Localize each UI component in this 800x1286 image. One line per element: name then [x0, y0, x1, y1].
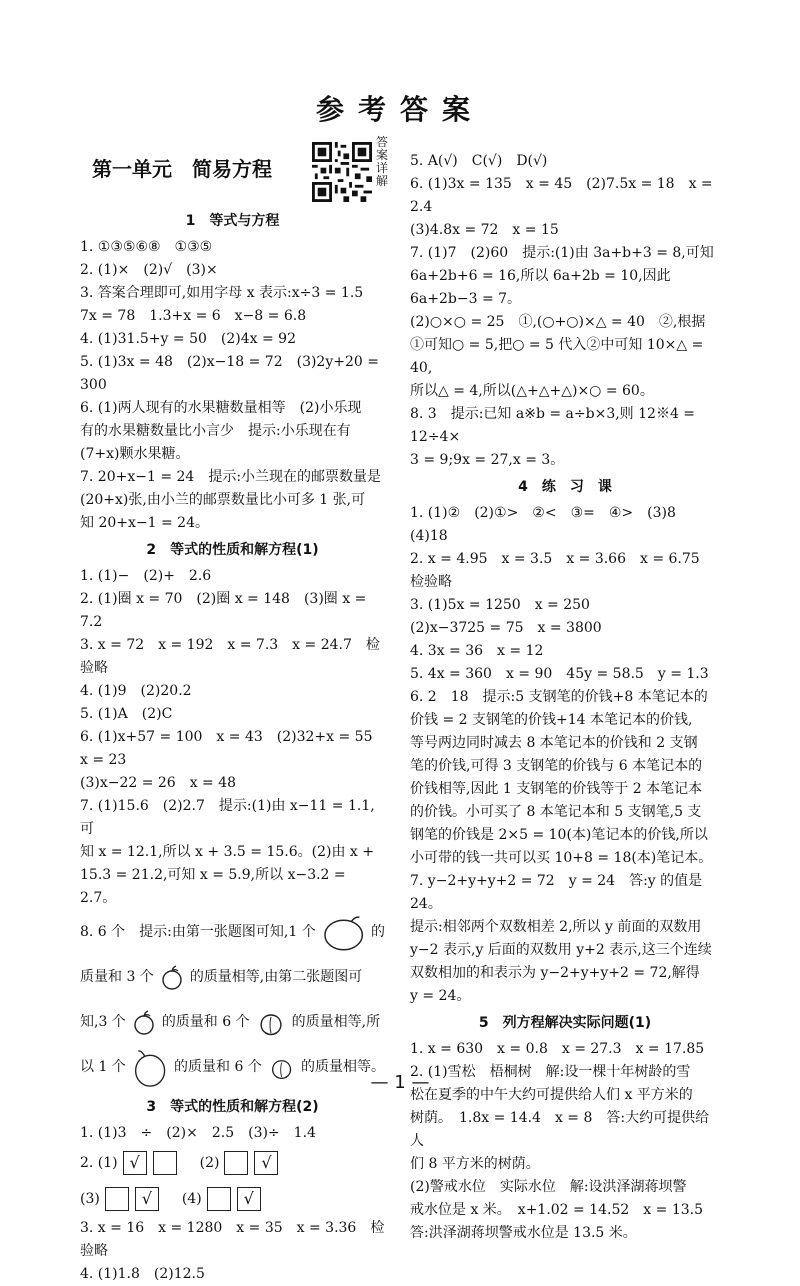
box-label: 2. (1) [80, 1154, 118, 1171]
answer-line: 答:洪泽湖蒋坝警戒水位是 13.5 米。 [410, 1225, 637, 1241]
qr-label: 答案详解 [376, 135, 389, 188]
answer-line: 7. (1)15.6 (2)2.7 提示:(1)由 x−11 = 1.1,可 [80, 798, 375, 837]
answer-line: 6. 2 18 提示:5 支钢笔的价钱+8 本笔记本的 [410, 689, 708, 705]
answer-line: y = 24。 [410, 988, 471, 1004]
answer-line: 1. (1)3 ÷ (2)× 2.5 (3)÷ 1.4 [80, 1125, 316, 1141]
answer-line: 1. ①③⑤⑥⑧ ①③⑤ [80, 239, 213, 255]
answer-line: 5. A(√) C(√) D(√) [410, 153, 548, 169]
answer-line: 1. (1)② (2)①> ②< ③= ④> (3)8 [410, 505, 676, 521]
q8-line-3 [80, 1000, 385, 1045]
answer-line: (3)x−22 = 26 x = 48 [80, 775, 237, 791]
q8-line-1 [80, 910, 385, 955]
peach-icon [256, 1009, 286, 1037]
answer-line: 双数相加的和表示为 y−2+y+y+2 = 72,解得 [410, 965, 700, 981]
section-title-4: 4 练 习 课 [518, 479, 612, 495]
checkbox-answer-row [80, 1145, 385, 1181]
answer-line: 笔的价钱,可得 3 支钢笔的价钱与 6 本笔记本的 [410, 758, 703, 774]
answer-line: 7. (1)7 (2)60 提示:(1)由 3a+b+3 = 8,可知 [410, 245, 714, 261]
answer-line: 2. (1)圈 x = 70 (2)圈 x = 148 (3)圈 x = 7.2 [80, 591, 371, 630]
answer-box: √ [254, 1151, 278, 1175]
answer-line: 2. x = 4.95 x = 3.5 x = 3.66 x = 6.75 检验略 [410, 551, 714, 590]
q8-text: 8. 6 个 提示:由第一张题图可知,1 个 [80, 924, 316, 940]
checkbox-answer-row [80, 1181, 385, 1217]
section-title-2: 2 等式的性质和解方程(1) [146, 542, 319, 558]
answer-line: 4. (1)1.8 (2)12.5 [80, 1266, 205, 1282]
answer-line: 的价钱。小可买了 8 本笔记本和 5 支钢笔,5 支 [410, 804, 702, 820]
answer-line: 价钱 = 2 支钢笔的价钱+14 本笔记本的价钱, [410, 712, 693, 728]
box-label: (2) [199, 1154, 220, 1171]
answer-line: 4. (1)9 (2)20.2 [80, 683, 192, 699]
answer-line: (2)x−3725 = 75 x = 3800 [410, 620, 602, 636]
box-label: (3) [80, 1190, 100, 1207]
answer-line: 7. y−2+y+y+2 = 72 y = 24 答:y 的值是 24。 [410, 873, 707, 912]
section-title-1: 1 等式与方程 [185, 213, 280, 229]
answer-line: 3. x = 16 x = 1280 x = 35 x = 3.36 检验略 [80, 1220, 385, 1259]
apple-icon [160, 965, 184, 991]
answer-line: (7+x)颗水果糖。 [80, 446, 190, 462]
answer-line: 4. (1)31.5+y = 50 (2)4x = 92 [80, 331, 296, 347]
answer-line: 4. 3x = 36 x = 12 [410, 643, 544, 659]
melon-icon [322, 913, 365, 953]
answer-line: 知 20+x−1 = 24。 [80, 515, 209, 531]
answer-line: (2)警戒水位 实际水位 解:设洪泽湖蒋坝警 [410, 1179, 687, 1195]
answer-line: 所以△ = 4,所以(△+△+△)×○ = 60。 [410, 383, 654, 399]
answer-line: (20+x)张,由小兰的邮票数量比小可多 1 张,可 [80, 492, 366, 508]
unit-title: 第一单元 简易方程 [92, 157, 272, 181]
answer-line: 3 = 9;9x = 27,x = 3。 [410, 452, 565, 468]
answer-line: (4)18 [410, 528, 448, 544]
answer-box [105, 1187, 129, 1211]
answer-line: 6a+2b+6 = 16,所以 6a+2b = 10,因此 6a+2b−3 = 7。 [410, 268, 676, 307]
q8-text: 知,3 个 [80, 1014, 126, 1030]
answer-line: 5. (1)3x = 48 (2)x−18 = 72 (3)2y+20 = 300 [80, 354, 384, 393]
answer-line: 15.3 = 21.2,可知 x = 5.9,所以 x−3.2 = 2.7。 [80, 867, 351, 906]
q8-text: 的质量相等,由第二张题图可 [189, 969, 363, 985]
q8-text: 的质量和 6 个 [161, 1014, 250, 1030]
answer-line: 知 x = 12.1,所以 x + 3.5 = 15.6。(2)由 x + [80, 844, 374, 860]
answer-line: 6. (1)两人现有的水果糖数量相等 (2)小乐现 [80, 400, 362, 416]
left-column [80, 135, 389, 1286]
answer-line: 树荫。 1.8x = 14.4 x = 8 答:大约可提供给人 [410, 1110, 710, 1149]
q8-text: 的 [371, 924, 385, 940]
answer-line: 7. 20+x−1 = 24 提示:小兰现在的邮票数量是 [80, 469, 382, 485]
section-title-5: 5 列方程解决实际问题(1) [478, 1015, 652, 1031]
answer-line: (3)4.8x = 72 x = 15 [410, 222, 559, 238]
section-title-3: 3 等式的性质和解方程(2) [146, 1099, 319, 1115]
answer-line: 等号两边同时减去 8 本笔记本的价钱和 2 支钢 [410, 735, 698, 751]
answer-line: 价钱相等,因此 1 支钢笔的价钱等于 2 本笔记本 [410, 781, 703, 797]
answer-line: 有的水果糖数量比小言少 提示:小乐现在有 [80, 423, 351, 439]
q8-text: 的质量和 6 个 [174, 1059, 262, 1075]
q8-line-2 [80, 955, 385, 1000]
answer-line: 6. (1)x+57 = 100 x = 43 (2)32+x = 55 x = 23 [80, 729, 387, 768]
answer-line: 戒水位是 x 米。 x+1.02 = 14.52 x = 13.5 [410, 1202, 704, 1218]
answer-line: 6. (1)3x = 135 x = 45 (2)7.5x = 18 x = 2.4 [410, 176, 718, 215]
answer-box: √ [237, 1187, 261, 1211]
answer-line: 松在夏季的中午大约可提供给人们 x 平方米的 [410, 1087, 693, 1103]
q8-text: 的质量相等,所 [291, 1014, 381, 1030]
answer-line: 5. (1)A (2)C [80, 706, 173, 722]
answer-line: 1. (1)− (2)+ 2.6 [80, 568, 212, 584]
answer-line: 3. 答案合理即可,如用字母 x 表示:x÷3 = 1.5 [80, 285, 364, 301]
answer-line: 3. (1)5x = 1250 x = 250 [410, 597, 590, 613]
answer-line: y−2 表示,y 后面的双数用 y+2 表示,这三个连续 [410, 942, 712, 958]
answer-line: 钢笔的价钱是 2×5 = 10(本)笔记本的价钱,所以 [410, 827, 708, 843]
answer-line: 7x = 78 1.3+x = 6 x−8 = 6.8 [80, 308, 307, 324]
answer-line: 5. 4x = 360 x = 90 45y = 58.5 y = 1.3 [410, 666, 709, 682]
page-number: — 1 — [370, 1072, 430, 1093]
answer-line: 小可带的钱一共可以买 10+8 = 18(本)笔记本。 [410, 850, 713, 866]
answer-box: √ [135, 1187, 159, 1211]
answer-line: 2. (1)× (2)√ (3)× [80, 262, 218, 278]
qr-code-icon[interactable] [312, 142, 372, 202]
q8-text: 以 1 个 [80, 1059, 126, 1075]
answer-box [224, 1151, 248, 1175]
answer-line: 8. 3 提示:已知 a※b = a÷b×3,则 12※4 = 12÷4× [410, 406, 700, 445]
unit-header [80, 135, 389, 206]
box-label: (4) [181, 1190, 202, 1207]
answer-line: 1. x = 630 x = 0.8 x = 27.3 x = 17.85 [410, 1041, 705, 1057]
answer-line: 提示:相邻两个双数相差 2,所以 y 前面的双数用 [410, 919, 702, 935]
answer-line: (2)○×○ = 25 ①,(○+○)×△ = 40 ②,根据 [410, 314, 706, 330]
q8-text: 的质量相等。 [301, 1059, 385, 1075]
apple-icon [132, 1010, 156, 1036]
answer-box [153, 1151, 177, 1175]
answer-line: 们 8 平方米的树荫。 [410, 1156, 540, 1172]
answer-line: ①可知○ = 5,把○ = 5 代入②中可知 10×△ = 40, [410, 337, 708, 376]
page-title: 参考答案 [315, 93, 484, 126]
answer-box [207, 1187, 231, 1211]
answer-line: 2. (1)雪松 梧桐树 解:设一棵十年树龄的雪 [410, 1064, 691, 1080]
answer-box: √ [123, 1151, 147, 1175]
q8-text: 质量和 3 个 [80, 969, 154, 985]
answer-line: 3. x = 72 x = 192 x = 7.3 x = 24.7 检验略 [80, 637, 380, 676]
